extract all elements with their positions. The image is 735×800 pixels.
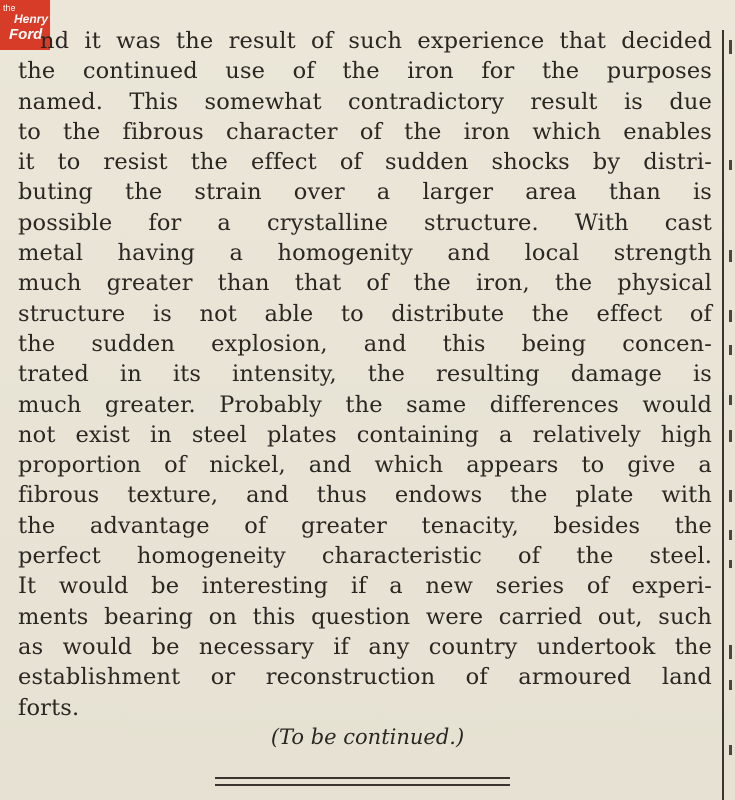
text-line: the continued use of the iron for the purposes	[18, 58, 712, 85]
logo-ford: Ford	[9, 26, 43, 43]
text-line: perfect homogeneity characteristic of the steel.	[18, 543, 712, 570]
fragment-mark	[729, 490, 732, 502]
text-line: metal having a homogenity and local strength	[18, 240, 712, 267]
text-line: fibrous texture, and thus endows the plate with	[18, 482, 712, 509]
text-line: it to resist the effect of sudden shocks by distri-	[18, 149, 712, 176]
text-line: the sudden explosion, and this being concen-	[18, 330, 712, 357]
text-line: much greater. Probably the same differences would	[18, 391, 712, 418]
fragment-mark	[729, 560, 732, 568]
fragment-mark	[729, 40, 732, 54]
section-rule-bottom	[215, 784, 510, 786]
logo-henry: Henry	[14, 12, 49, 26]
text-line: not exist in steel plates containing a relatively high	[18, 421, 712, 448]
text-line: proportion of nickel, and which appears to give a	[18, 452, 712, 479]
text-line: ments bearing on this question were carried out, such	[18, 603, 712, 630]
section-rule-top	[215, 777, 510, 779]
text-line-final: forts.	[18, 694, 80, 721]
text-line: It would be interesting if a new series of experi-	[18, 573, 712, 600]
fragment-mark	[729, 530, 732, 540]
to-be-continued: (To be continued.)	[270, 725, 465, 749]
text-line: named. This somewhat contradictory result is due	[18, 88, 712, 115]
fragment-mark	[729, 160, 732, 170]
text-line: possible for a crystalline structure. With cast	[18, 209, 712, 236]
fragment-mark	[729, 310, 732, 322]
column-divider	[722, 30, 724, 800]
text-line: nd it was the result of such experience that decided	[40, 28, 712, 54]
text-line: to the fibrous character of the iron which enables	[18, 118, 712, 145]
fragment-mark	[729, 250, 732, 262]
text-line: much greater than that of the iron, the physical	[18, 270, 712, 297]
fragment-mark	[729, 345, 732, 355]
fragment-mark	[729, 395, 732, 405]
logo-the: the	[3, 3, 16, 13]
article-column	[18, 26, 712, 723]
text-line: establishment or reconstruction of armoured land	[18, 664, 712, 691]
text-line: structure is not able to distribute the effect of	[18, 300, 712, 327]
fragment-mark	[729, 745, 732, 755]
text-line: trated in its intensity, the resulting damage is	[18, 361, 712, 388]
fragment-mark	[729, 430, 732, 442]
fragment-mark	[729, 680, 732, 690]
adjacent-column-fragments	[727, 0, 735, 800]
text-line: buting the strain over a larger area than is	[18, 179, 712, 206]
fragment-mark	[729, 645, 732, 659]
text-line: the advantage of greater tenacity, besides the	[18, 512, 712, 539]
text-line: as would be necessary if any country undertook the	[18, 633, 712, 660]
